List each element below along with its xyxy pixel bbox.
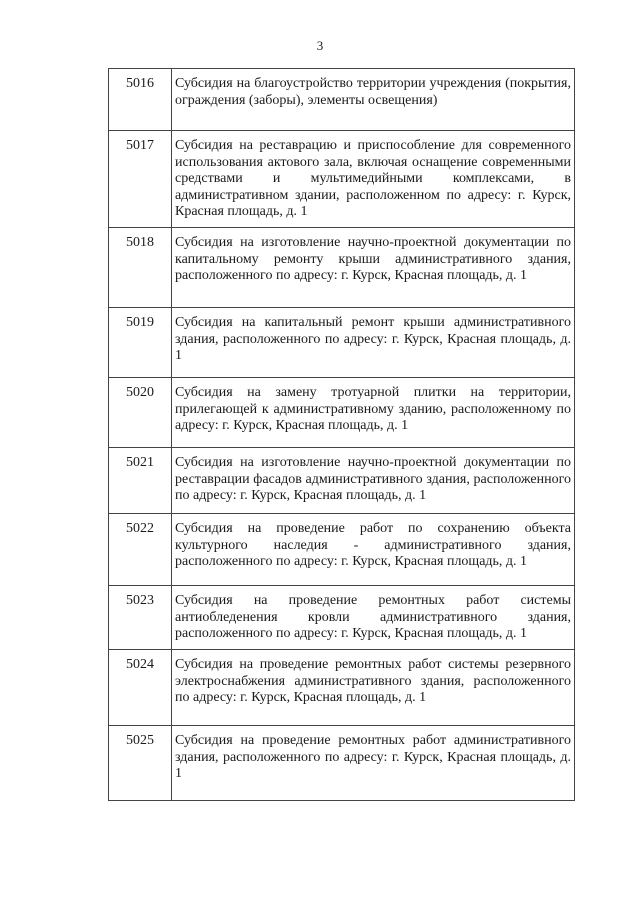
row-description: Субсидия на проведение ремонтных работ системы антиобледенения кровли административного здания, расположенного по адресу: г. Курск, Красная площадь, д. 1 xyxy=(172,586,575,650)
table-row xyxy=(109,726,575,801)
row-code: 5020 xyxy=(109,378,172,448)
row-description: Субсидия на замену тротуарной плитки на территории, прилегающей к административному зданию, расположенному по адресу: г. Курск, Красная площадь, д. 1 xyxy=(172,378,575,448)
table-row xyxy=(109,308,575,378)
row-description: Субсидия на благоустройство территории учреждения (покрытия, ограждения (заборы), элементы освещения) xyxy=(172,69,575,131)
row-description: Субсидия на проведение ремонтных работ системы резервного электроснабжения административного здания, расположенного по адресу: г. Курск, Красная площадь, д. 1 xyxy=(172,650,575,726)
table-row xyxy=(109,586,575,650)
row-description: Субсидия на капитальный ремонт крыши административного здания, расположенного по адресу: г. Курск, Красная площадь, д. 1 xyxy=(172,308,575,378)
row-description: Субсидия на изготовление научно-проектной документации по капитальному ремонту крыши административного здания, расположенного по адресу: г. Курск, Красная площадь, д. 1 xyxy=(172,228,575,308)
row-code: 5019 xyxy=(109,308,172,378)
row-description: Субсидия на изготовление научно-проектной документации по реставрации фасадов административного здания, расположенного по адресу: г. Курск, Красная площадь, д. 1 xyxy=(172,448,575,514)
row-code: 5024 xyxy=(109,650,172,726)
row-code: 5016 xyxy=(109,69,172,131)
row-description: Субсидия на реставрацию и приспособление для современного использования актового зала, включая оснащение современными средствами и мультимедийными комплексами, в административном здании, расположенном по адресу: г. Курск, Красная площадь, д. 1 xyxy=(172,131,575,228)
table-row xyxy=(109,448,575,514)
table-row xyxy=(109,514,575,586)
subsidy-codes-table xyxy=(108,68,575,801)
row-code: 5023 xyxy=(109,586,172,650)
row-description: Субсидия на проведение ремонтных работ административного здания, расположенного по адресу: г. Курск, Красная площадь, д. 1 xyxy=(172,726,575,801)
table-row xyxy=(109,131,575,228)
row-description: Субсидия на проведение работ по сохранению объекта культурного наследия - административного здания, расположенного по адресу: г. Курск, Красная площадь, д. 1 xyxy=(172,514,575,586)
table-row xyxy=(109,378,575,448)
table-row xyxy=(109,650,575,726)
row-code: 5017 xyxy=(109,131,172,228)
page-number: 3 xyxy=(316,38,324,53)
table-row xyxy=(109,228,575,308)
table-row xyxy=(109,69,575,131)
row-code: 5022 xyxy=(109,514,172,586)
row-code: 5018 xyxy=(109,228,172,308)
row-code: 5021 xyxy=(109,448,172,514)
row-code: 5025 xyxy=(109,726,172,801)
